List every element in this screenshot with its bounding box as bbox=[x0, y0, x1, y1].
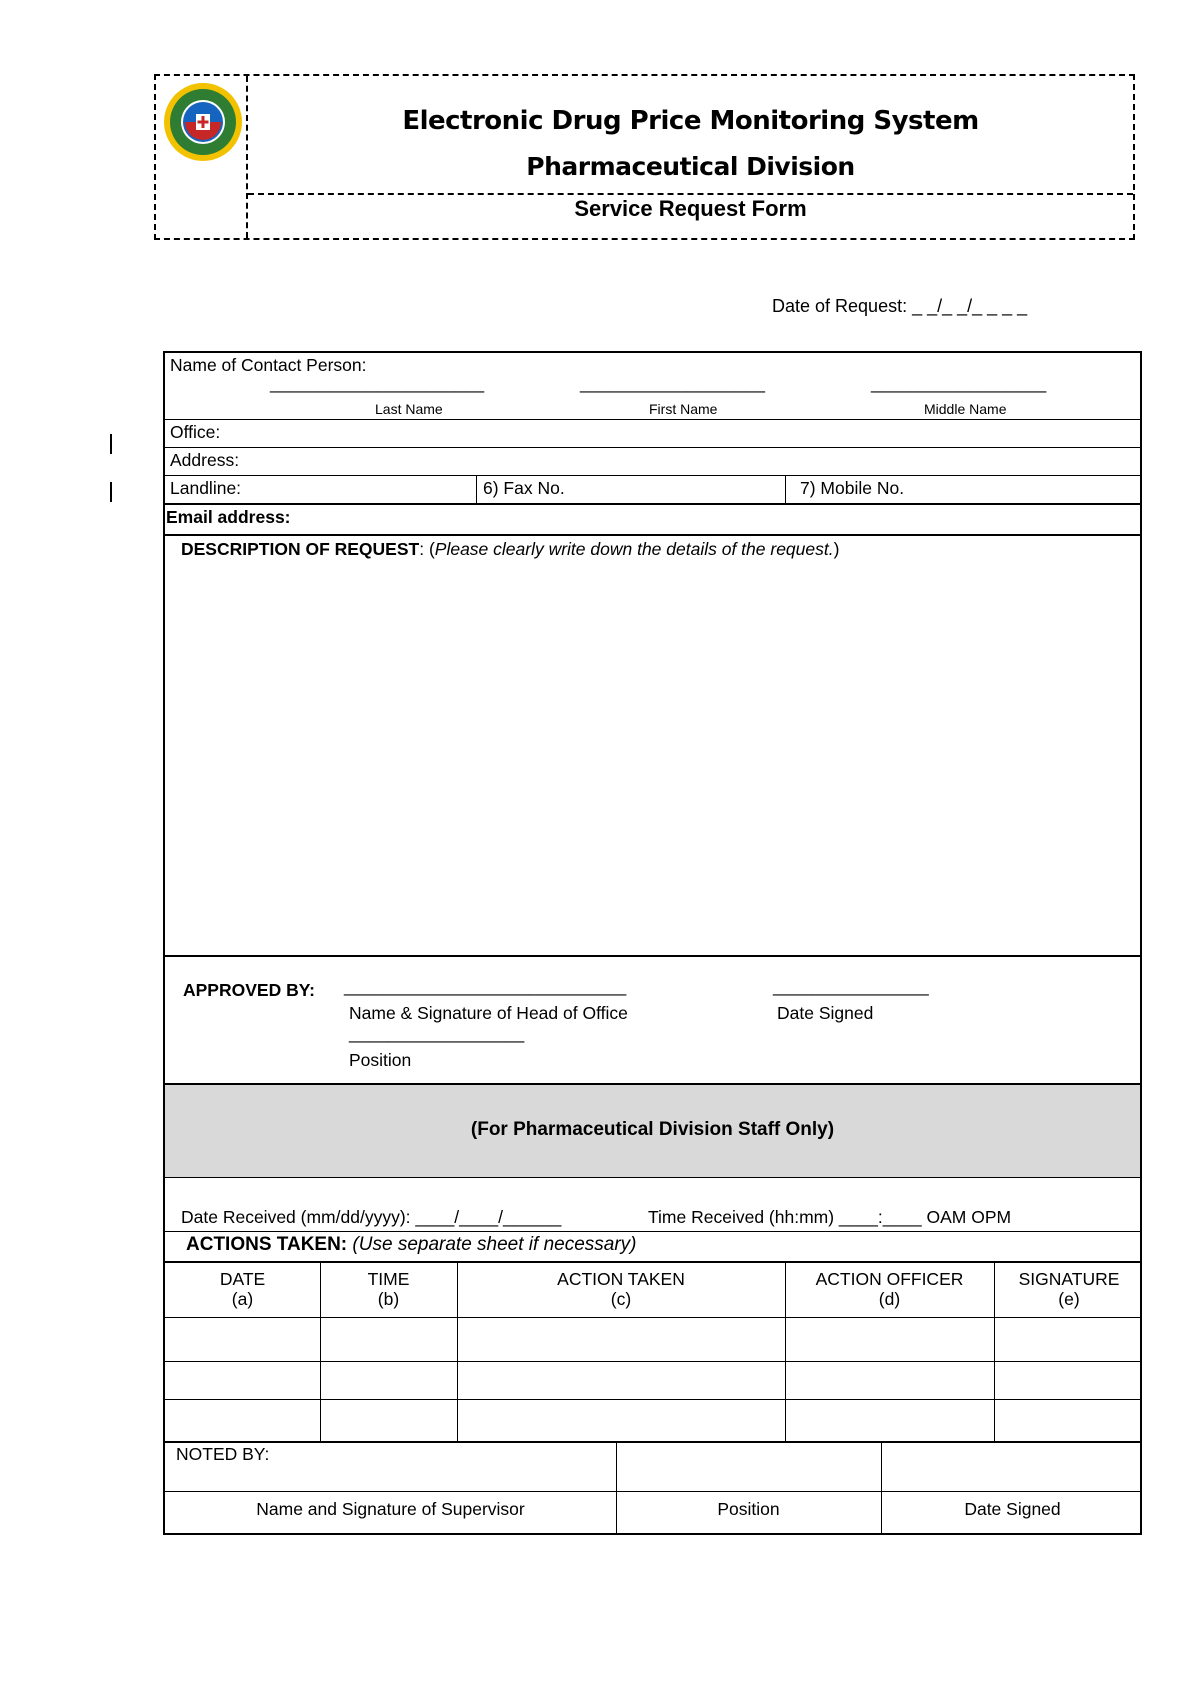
actions-label-line bbox=[186, 1234, 637, 1256]
last-name-caption: Last Name bbox=[375, 401, 443, 417]
last-name-field[interactable]: ______________________ bbox=[270, 373, 485, 393]
actions-label: ACTIONS TAKEN: bbox=[186, 1234, 348, 1255]
column-header-code: (c) bbox=[610, 1289, 632, 1309]
column-header-label: ACTION TAKEN bbox=[557, 1269, 685, 1289]
column-header-code: (b) bbox=[377, 1289, 400, 1309]
header-divider bbox=[248, 193, 1133, 195]
description-close: ) bbox=[833, 539, 840, 559]
date-signed-caption: Date Signed bbox=[964, 1499, 1061, 1519]
margin-change-bar bbox=[110, 434, 112, 454]
margin-change-bar bbox=[110, 482, 112, 502]
head-signature-caption: Name & Signature of Head of Office bbox=[349, 1003, 628, 1023]
column-header-action-taken bbox=[457, 1269, 785, 1309]
position-field[interactable]: __________________ bbox=[349, 1023, 525, 1043]
noted-date-field[interactable] bbox=[882, 1443, 1142, 1491]
noted-by-label: NOTED BY: bbox=[176, 1444, 270, 1464]
address-field[interactable]: Address: bbox=[170, 450, 240, 470]
row-divider bbox=[165, 447, 1140, 448]
form-header bbox=[154, 74, 1135, 240]
email-field[interactable]: Email address: bbox=[166, 507, 291, 527]
description-colon: : ( bbox=[419, 539, 435, 559]
noted-position-field[interactable] bbox=[617, 1443, 881, 1491]
contact-person-label: Name of Contact Person: bbox=[170, 355, 367, 375]
description-label-line bbox=[181, 539, 839, 560]
office-field[interactable]: Office: bbox=[170, 422, 221, 442]
row-divider bbox=[165, 419, 1140, 420]
date-signed-caption: Date Signed bbox=[777, 1003, 874, 1023]
form-name: Service Request Form bbox=[574, 196, 807, 221]
column-header-label: DATE bbox=[219, 1269, 266, 1289]
description-area[interactable] bbox=[165, 565, 1140, 955]
column-header-code: (e) bbox=[1058, 1289, 1080, 1309]
column-header-code: (d) bbox=[878, 1289, 901, 1309]
position-caption: Position bbox=[717, 1499, 780, 1519]
middle-name-field[interactable]: __________________ bbox=[871, 373, 1047, 393]
approved-by-label: APPROVED BY: bbox=[183, 980, 315, 1000]
column-header-time bbox=[320, 1269, 457, 1309]
description-hint: Please clearly write down the details of the request. bbox=[434, 539, 834, 559]
row-divider bbox=[165, 1231, 1140, 1232]
system-title: Electronic Drug Price Monitoring System bbox=[402, 106, 979, 136]
description-label: DESCRIPTION OF REQUEST bbox=[181, 539, 420, 559]
column-header-action-officer bbox=[785, 1269, 994, 1309]
row-divider bbox=[165, 534, 1140, 536]
mobile-field[interactable]: 7) Mobile No. bbox=[800, 478, 905, 498]
row-divider bbox=[165, 955, 1140, 957]
service-request-form bbox=[163, 351, 1142, 1535]
date-of-request[interactable]: Date of Request: _ _/_ _/_ _ _ _ bbox=[772, 296, 1028, 316]
table-row[interactable] bbox=[165, 1399, 1140, 1400]
actions-hint: (Use separate sheet if necessary) bbox=[352, 1234, 637, 1255]
cell-divider bbox=[476, 475, 477, 503]
staff-only-label: (For Pharmaceutical Division Staff Only) bbox=[470, 1119, 835, 1140]
head-signature-field[interactable]: _____________________________ bbox=[344, 976, 627, 996]
fax-field[interactable]: 6) Fax No. bbox=[483, 478, 565, 498]
cell-divider bbox=[785, 475, 786, 503]
row-divider bbox=[165, 503, 1140, 505]
time-received-field[interactable]: Time Received (hh:mm) ____:____ OAM OPM bbox=[648, 1207, 1012, 1227]
logo-cell bbox=[156, 76, 248, 238]
division-title: Pharmaceutical Division bbox=[526, 152, 855, 181]
doh-seal-icon bbox=[163, 82, 243, 162]
table-row[interactable] bbox=[165, 1361, 1140, 1362]
first-name-field[interactable]: ___________________ bbox=[580, 373, 765, 393]
date-signed-field[interactable]: ________________ bbox=[773, 976, 929, 996]
position-caption: Position bbox=[349, 1050, 412, 1070]
row-divider bbox=[165, 475, 1140, 476]
date-received-field[interactable]: Date Received (mm/dd/yyyy): ____/____/______ bbox=[181, 1207, 562, 1227]
row-divider bbox=[165, 1491, 1140, 1492]
middle-name-caption: Middle Name bbox=[924, 401, 1007, 417]
table-row[interactable] bbox=[165, 1317, 1140, 1318]
column-header-date bbox=[165, 1269, 320, 1309]
column-header-label: ACTION OFFICER bbox=[815, 1269, 964, 1289]
row-divider bbox=[165, 1177, 1140, 1178]
first-name-caption: First Name bbox=[649, 401, 718, 417]
column-header-code: (a) bbox=[231, 1289, 254, 1309]
column-header-label: SIGNATURE bbox=[1018, 1269, 1120, 1289]
supervisor-caption: Name and Signature of Supervisor bbox=[256, 1499, 525, 1519]
column-header-signature bbox=[994, 1269, 1144, 1309]
landline-field[interactable]: Landline: bbox=[170, 478, 242, 498]
column-header-label: TIME bbox=[367, 1269, 410, 1289]
